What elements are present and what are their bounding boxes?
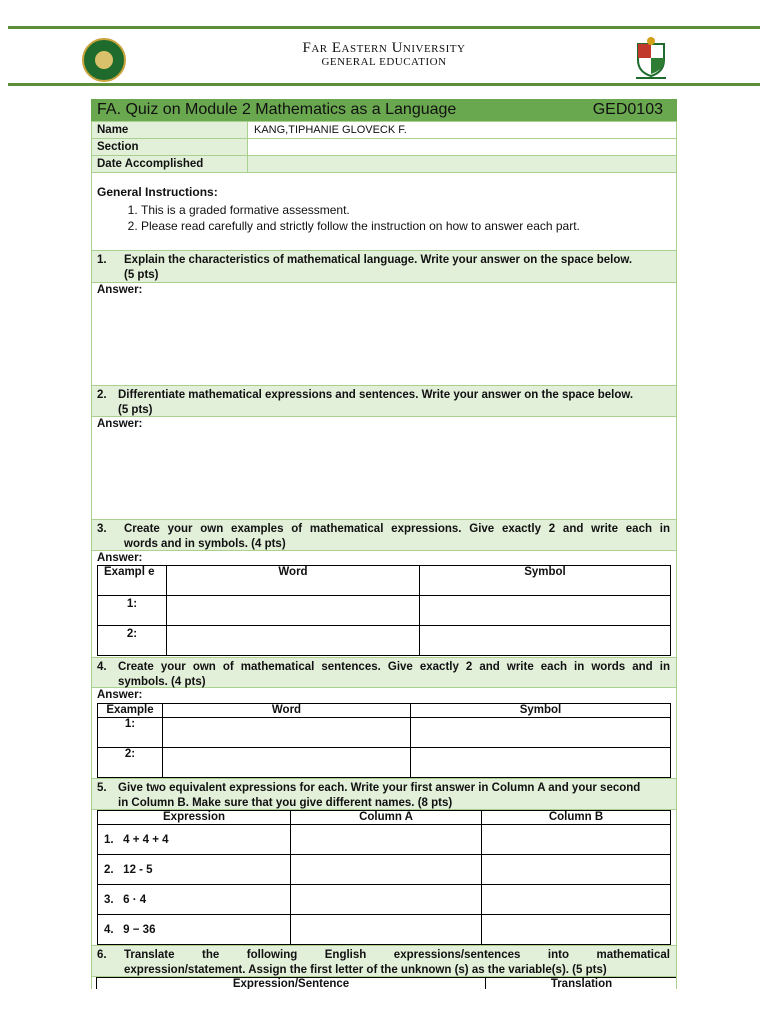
symbol-cell[interactable] bbox=[411, 748, 671, 778]
question-text: Differentiate mathematical expressions and sentences. Write your answer on the space below. bbox=[118, 389, 634, 401]
student-info bbox=[91, 121, 677, 173]
university-name: Far Eastern University bbox=[302, 40, 466, 56]
header-subtitle: GENERAL EDUCATION bbox=[321, 56, 447, 68]
column-a-cell[interactable] bbox=[291, 855, 482, 885]
question-text: Create your own examples of mathematical expressions. Give exactly 2 and write each in bbox=[124, 523, 670, 535]
name-field[interactable]: KANG,TIPHANIE GLOVECK F. bbox=[254, 124, 407, 136]
question-text-cont: expression/statement. Assign the first letter of the unknown (s) as the variable(s). (5 pts) bbox=[124, 964, 607, 976]
question-text: Give two equivalent expressions for each. Write your first answer in Column A and your second bbox=[118, 782, 641, 794]
name-label: Name bbox=[92, 122, 248, 138]
course-code: GED0103 bbox=[592, 101, 663, 118]
date-row bbox=[92, 155, 676, 172]
section-field[interactable] bbox=[248, 139, 676, 155]
question-number: 3. bbox=[97, 523, 107, 535]
table-header-example: Exampl e bbox=[98, 566, 167, 596]
question-number: 2. bbox=[97, 389, 107, 401]
column-a-cell[interactable] bbox=[291, 915, 482, 945]
question-2 bbox=[91, 386, 677, 417]
date-label: Date Accomplished bbox=[92, 156, 248, 172]
gened-crest-icon bbox=[630, 36, 672, 80]
quiz-sheet bbox=[91, 99, 677, 989]
answer-section-3 bbox=[91, 551, 677, 658]
expression-cell: 1. 4 + 4 + 4 bbox=[98, 825, 291, 855]
question-5 bbox=[91, 779, 677, 810]
column-a-cell[interactable] bbox=[291, 885, 482, 915]
question-number: 1. bbox=[97, 254, 107, 266]
section-label: Section bbox=[92, 139, 248, 155]
table-header-symbol: Symbol bbox=[420, 566, 671, 596]
table-header-word: Word bbox=[163, 704, 411, 718]
column-b-cell[interactable] bbox=[482, 855, 671, 885]
question-4 bbox=[91, 658, 677, 688]
header-top-rule bbox=[8, 26, 760, 29]
table-header-expression-sentence: Expression/Sentence bbox=[97, 978, 486, 990]
question-text-cont: (5 pts) bbox=[124, 269, 159, 281]
header-bottom-rule bbox=[8, 83, 760, 86]
equivalent-expressions-table bbox=[97, 810, 671, 945]
name-row bbox=[92, 122, 676, 138]
symbol-cell[interactable] bbox=[411, 718, 671, 748]
symbol-cell[interactable] bbox=[420, 596, 671, 626]
answer-area-2[interactable] bbox=[91, 417, 677, 520]
question-text-cont: symbols. (4 pts) bbox=[118, 676, 206, 688]
question-3 bbox=[91, 520, 677, 551]
column-b-cell[interactable] bbox=[482, 915, 671, 945]
table-header-translation: Translation bbox=[486, 978, 678, 990]
row-label: 1: bbox=[98, 718, 163, 748]
table-header-expression: Expression bbox=[98, 811, 291, 825]
answer-section-5 bbox=[91, 810, 677, 946]
word-cell[interactable] bbox=[163, 718, 411, 748]
page-header bbox=[0, 30, 768, 84]
word-cell[interactable] bbox=[167, 626, 420, 656]
question-number: 4. bbox=[97, 661, 107, 673]
table-header-column-a: Column A bbox=[291, 811, 482, 825]
quiz-title-bar bbox=[91, 99, 677, 121]
question-number: 5. bbox=[97, 782, 107, 794]
general-instructions bbox=[91, 173, 677, 251]
row-label: 2: bbox=[98, 748, 163, 778]
question-1 bbox=[91, 251, 677, 283]
instructions-heading: General Instructions: bbox=[97, 185, 218, 199]
question-text-cont: (5 pts) bbox=[118, 404, 153, 416]
sentences-table bbox=[97, 703, 671, 778]
question-text: Create your own of mathematical sentences. Give exactly 2 and write each in words and in bbox=[118, 661, 670, 673]
expression-cell: 4. 9 − 36 bbox=[98, 915, 291, 945]
quiz-title: FA. Quiz on Module 2 Mathematics as a Language bbox=[97, 101, 457, 118]
row-label: 1: bbox=[98, 596, 167, 626]
date-field[interactable] bbox=[248, 156, 676, 172]
answer-label: Answer: bbox=[97, 689, 143, 701]
answer-label: Answer: bbox=[97, 418, 143, 430]
answer-label: Answer: bbox=[97, 284, 143, 296]
word-cell[interactable] bbox=[167, 596, 420, 626]
question-6 bbox=[91, 946, 677, 977]
expressions-table bbox=[97, 565, 671, 656]
instruction-item: 2. Please read carefully and strictly follow the instruction on how to answer each part. bbox=[141, 218, 676, 234]
symbol-cell[interactable] bbox=[420, 626, 671, 656]
question-text-cont: words and in symbols. (4 pts) bbox=[124, 538, 286, 550]
expression-cell: 3. 6 · 4 bbox=[98, 885, 291, 915]
row-label: 2: bbox=[98, 626, 167, 656]
question-text-cont: in Column B. Make sure that you give different names. (8 pts) bbox=[118, 797, 453, 809]
expression-cell: 2. 12 - 5 bbox=[98, 855, 291, 885]
answer-area-1[interactable] bbox=[91, 283, 677, 386]
table-header-example: Example bbox=[98, 704, 163, 718]
instruction-item: 1. This is a graded formative assessment. bbox=[141, 202, 676, 218]
answer-section-6 bbox=[91, 977, 677, 989]
answer-label: Answer: bbox=[97, 552, 143, 564]
table-header-column-b: Column B bbox=[482, 811, 671, 825]
column-a-cell[interactable] bbox=[291, 825, 482, 855]
table-header-symbol: Symbol bbox=[411, 704, 671, 718]
section-row bbox=[92, 138, 676, 155]
column-b-cell[interactable] bbox=[482, 825, 671, 855]
question-number: 6. bbox=[97, 949, 107, 961]
word-cell[interactable] bbox=[163, 748, 411, 778]
question-text: Translate the following English expressions/sentences into mathematical bbox=[124, 949, 670, 961]
answer-section-4 bbox=[91, 688, 677, 779]
table-header-word: Word bbox=[167, 566, 420, 596]
translation-table bbox=[96, 977, 677, 989]
column-b-cell[interactable] bbox=[482, 885, 671, 915]
question-text: Explain the characteristics of mathematical language. Write your answer on the space below. bbox=[124, 254, 633, 266]
